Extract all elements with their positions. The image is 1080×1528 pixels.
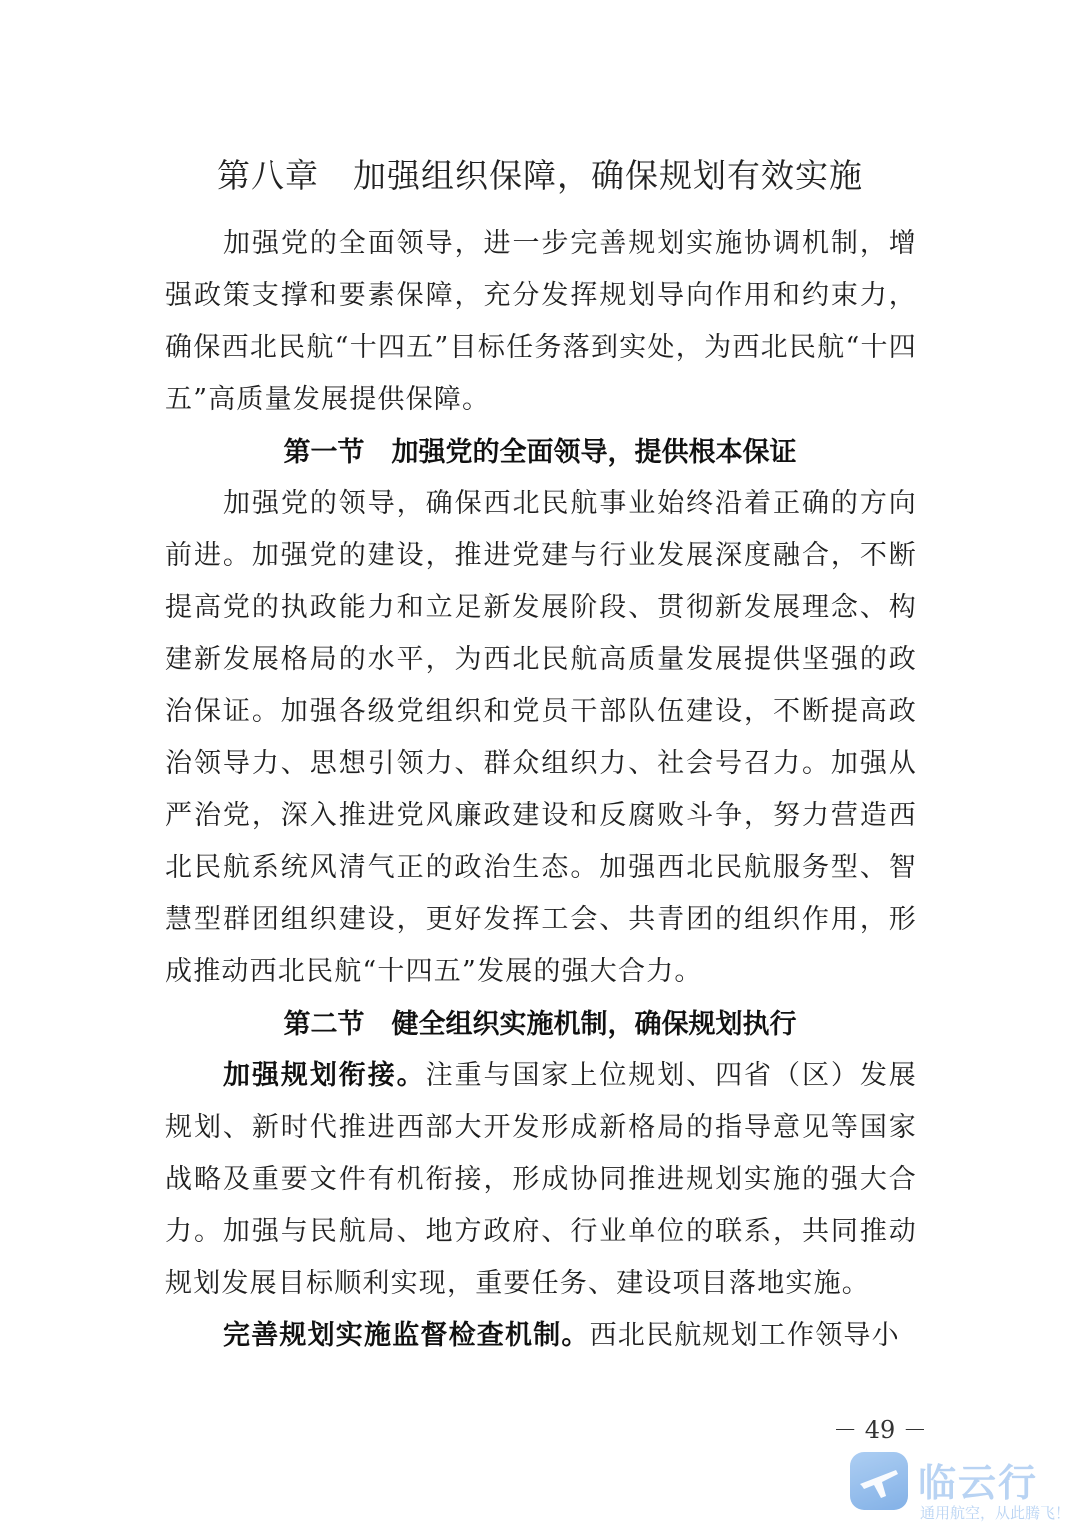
section-2-item-2 bbox=[165, 1310, 917, 1362]
page-number: － 49 － bbox=[833, 1416, 927, 1444]
chapter-title: 第八章 加强组织保障，确保规划有效实施 bbox=[217, 156, 863, 195]
watermark bbox=[850, 1452, 1071, 1524]
intro-paragraph: 加强党的全面领导，进一步完善规划实施协调机制，增强政策支撑和要素保障，充分发挥规划导向作用和约束力，确保西北民航“十四五”目标任务落到实处，为西北民航“十四五”高质量发展提供保障。 bbox=[165, 228, 917, 415]
watermark-name: 临云行 bbox=[918, 1461, 1039, 1505]
airplane-logo-icon bbox=[850, 1452, 908, 1510]
section-2-heading: 第二节 健全组织实施机制，确保规划执行 bbox=[283, 1009, 797, 1040]
section-1-paragraph: 加强党的领导，确保西北民航事业始终沿着正确的方向前进。加强党的建设，推进党建与行业发展深度融合，不断提高党的执政能力和立足新发展阶段、贯彻新发展理念、构建新发展格局的水平，为西北民航高质量发展提供坚强的政治保证。加强各级党组织和党员干部队伍建设，不断提高政治领导力、思想引领力、群众组织力、社会号召力。加强从严治党，深入推进党风廉政建设和反腐败斗争，努力营造西北民航系统风清气正的政治生态。加强西北民航服务型、智慧型群团组织建设，更好发挥工会、共青团的组织作用，形成推动西北民航“十四五”发展的强大合力。 bbox=[165, 488, 917, 987]
section-2-item-1-lead: 加强规划衔接。 bbox=[223, 1060, 426, 1091]
section-2-item-2-lead: 完善规划实施监督检查机制。 bbox=[223, 1320, 590, 1351]
section-2-item-1 bbox=[165, 1050, 917, 1310]
section-1-heading: 第一节 加强党的全面领导，提供根本保证 bbox=[283, 437, 797, 468]
section-2-item-2-text: 西北民航规划工作领导小 bbox=[589, 1320, 900, 1351]
watermark-slogan: 通用航空，从此腾飞！ bbox=[920, 1504, 1071, 1522]
section-2-item-1-text: 注重与国家上位规划、四省（区）发展规划、新时代推进西部大开发形成新格局的指导意见等国家战略及重要文件有机衔接，形成协同推进规划实施的强大合力。加强与民航局、地方政府、行业单位的联系，共同推动规划发展目标顺利实现，重要任务、建设项目落地实施。 bbox=[165, 1060, 917, 1299]
